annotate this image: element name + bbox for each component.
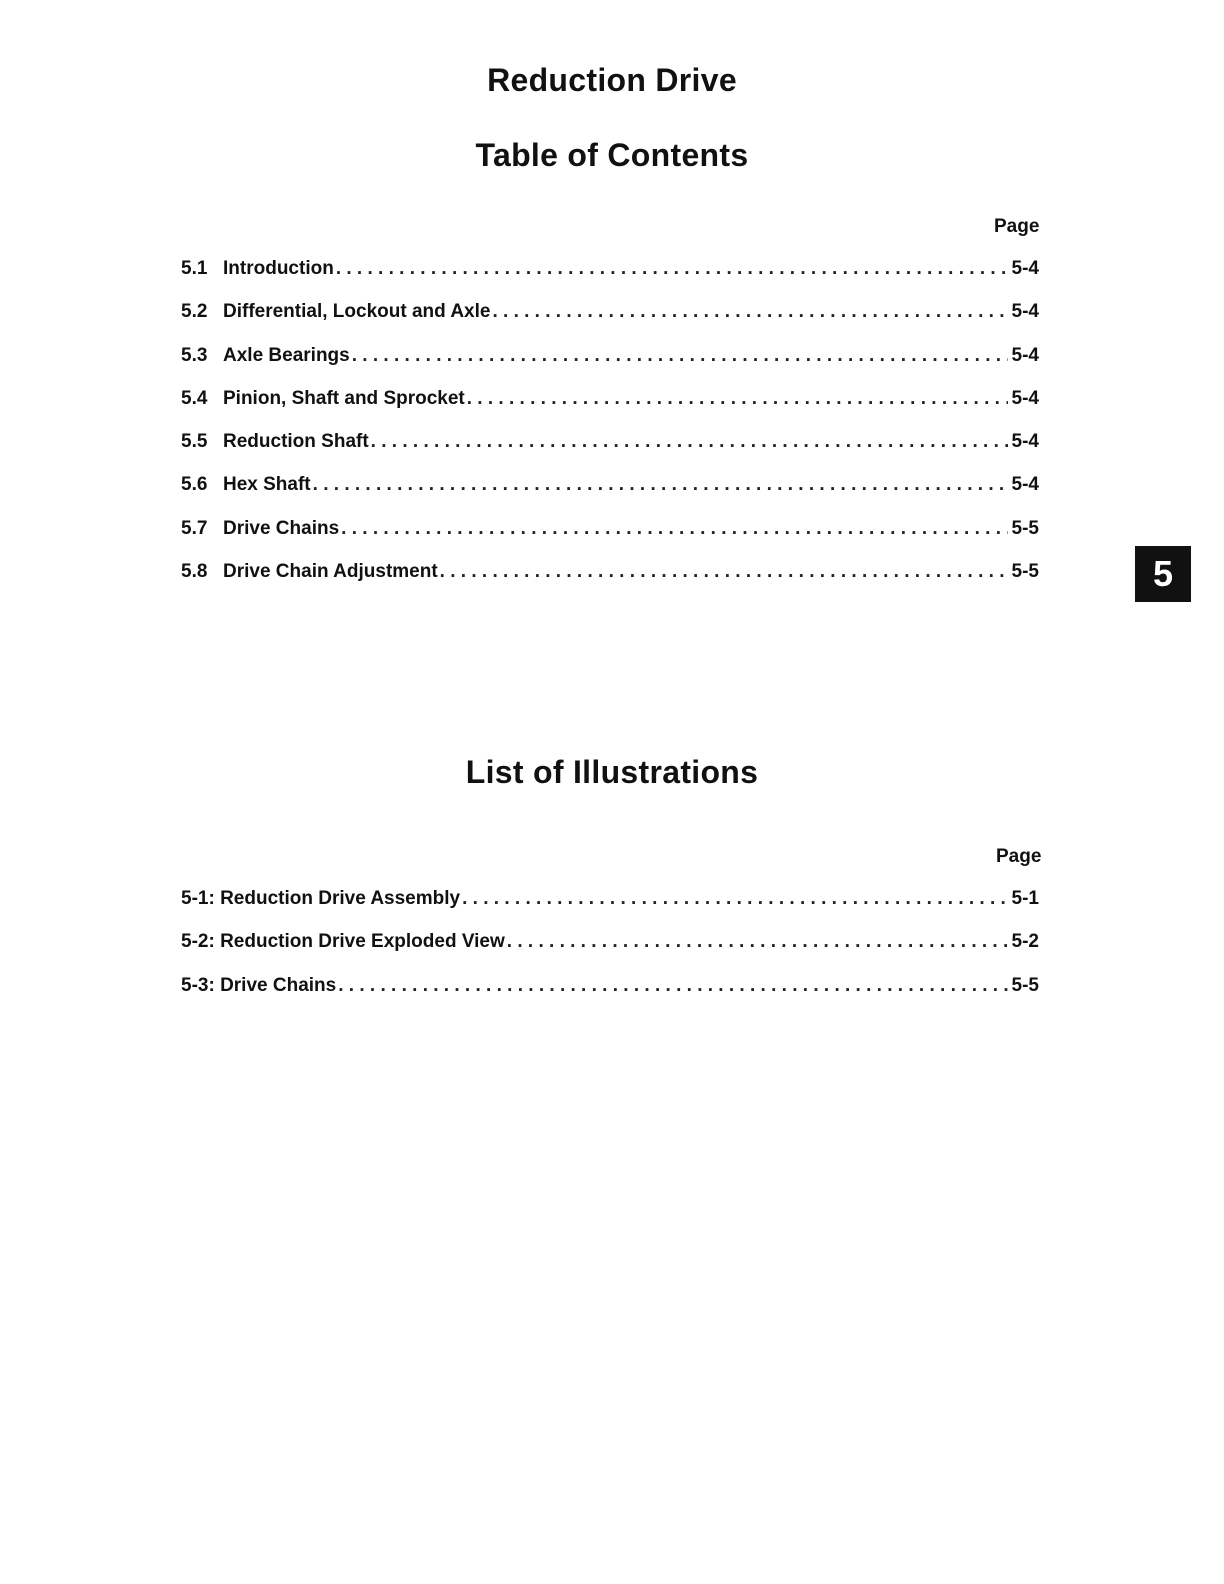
dot-leader: [465, 388, 1008, 410]
toc-entry-title: Introduction: [223, 258, 334, 279]
loi-entry[interactable]: [181, 888, 1039, 931]
toc-entry[interactable]: [181, 474, 1039, 517]
toc-entry-title: Differential, Lockout and Axle: [223, 301, 491, 323]
loi-entry[interactable]: [181, 931, 1039, 974]
toc-entry[interactable]: [181, 518, 1039, 561]
loi-page-column-label: Page: [996, 846, 1042, 867]
loi-entry-page: 5-1: [1011, 888, 1039, 909]
toc-entry-number: 5.6: [181, 474, 208, 496]
loi-heading: List of Illustrations: [465, 754, 759, 790]
toc-entry-number: 5.8: [181, 561, 208, 583]
toc-entry-page: 5-4: [1011, 301, 1039, 323]
dot-leader: [339, 518, 1007, 540]
toc-entry-page: 5-4: [1011, 344, 1039, 366]
loi-entry-page: 5-5: [1011, 974, 1039, 996]
toc-entry[interactable]: [181, 431, 1039, 474]
loi-entry-title: 5-2: Reduction Drive Exploded View: [181, 931, 505, 953]
dot-leader: [369, 431, 1008, 453]
toc-entry-title: Drive Chain Adjustment: [223, 561, 438, 583]
document-title: Reduction Drive: [487, 62, 737, 98]
toc-entry-title: Hex Shaft: [223, 474, 311, 496]
dot-leader: [460, 888, 1007, 910]
toc-entry-page: 5-5: [1011, 561, 1039, 583]
loi-entry-page: 5-2: [1011, 931, 1039, 953]
dot-leader: [336, 975, 1007, 997]
dot-leader: [350, 345, 1008, 367]
loi-list: [181, 888, 1039, 1018]
dot-leader: [490, 301, 1007, 323]
toc-entry-number: 5.5: [181, 431, 208, 453]
toc-entry-page: 5-4: [1011, 258, 1039, 279]
dot-leader: [505, 931, 1008, 953]
toc-entry-title: Pinion, Shaft and Sprocket: [223, 387, 465, 409]
toc-entry-title: Axle Bearings: [223, 344, 350, 366]
toc-heading: Table of Contents: [475, 137, 749, 173]
toc-entry-number: 5.3: [181, 344, 208, 366]
toc-entry[interactable]: [181, 561, 1039, 604]
toc-entry-page: 5-4: [1011, 474, 1039, 496]
toc-entry[interactable]: [181, 388, 1039, 431]
chapter-tab: 5: [1135, 546, 1191, 602]
dot-leader: [438, 561, 1008, 583]
toc-entry-title: Reduction Shaft: [223, 431, 369, 453]
loi-entry-title: 5-1: Reduction Drive Assembly: [181, 888, 461, 909]
toc-entry-page: 5-4: [1011, 431, 1039, 453]
loi-entry-title: 5-3: Drive Chains: [181, 974, 337, 996]
dot-leader: [311, 474, 1008, 496]
toc-entry-title: Drive Chains: [223, 517, 340, 539]
toc-entry[interactable]: [181, 258, 1039, 301]
loi-entry[interactable]: [181, 975, 1039, 1018]
toc-page-column-label: Page: [994, 216, 1040, 237]
toc-entry-number: 5.2: [181, 301, 208, 323]
toc-entry[interactable]: [181, 301, 1039, 344]
dot-leader: [334, 258, 1008, 280]
toc-entry-page: 5-4: [1011, 387, 1039, 409]
toc-entry-page: 5-5: [1011, 517, 1039, 539]
toc-entry-number: 5.7: [181, 517, 208, 539]
toc-list: [181, 258, 1039, 604]
toc-entry-number: 5.4: [181, 387, 208, 409]
toc-entry[interactable]: [181, 345, 1039, 388]
toc-entry-number: 5.1: [181, 258, 208, 279]
